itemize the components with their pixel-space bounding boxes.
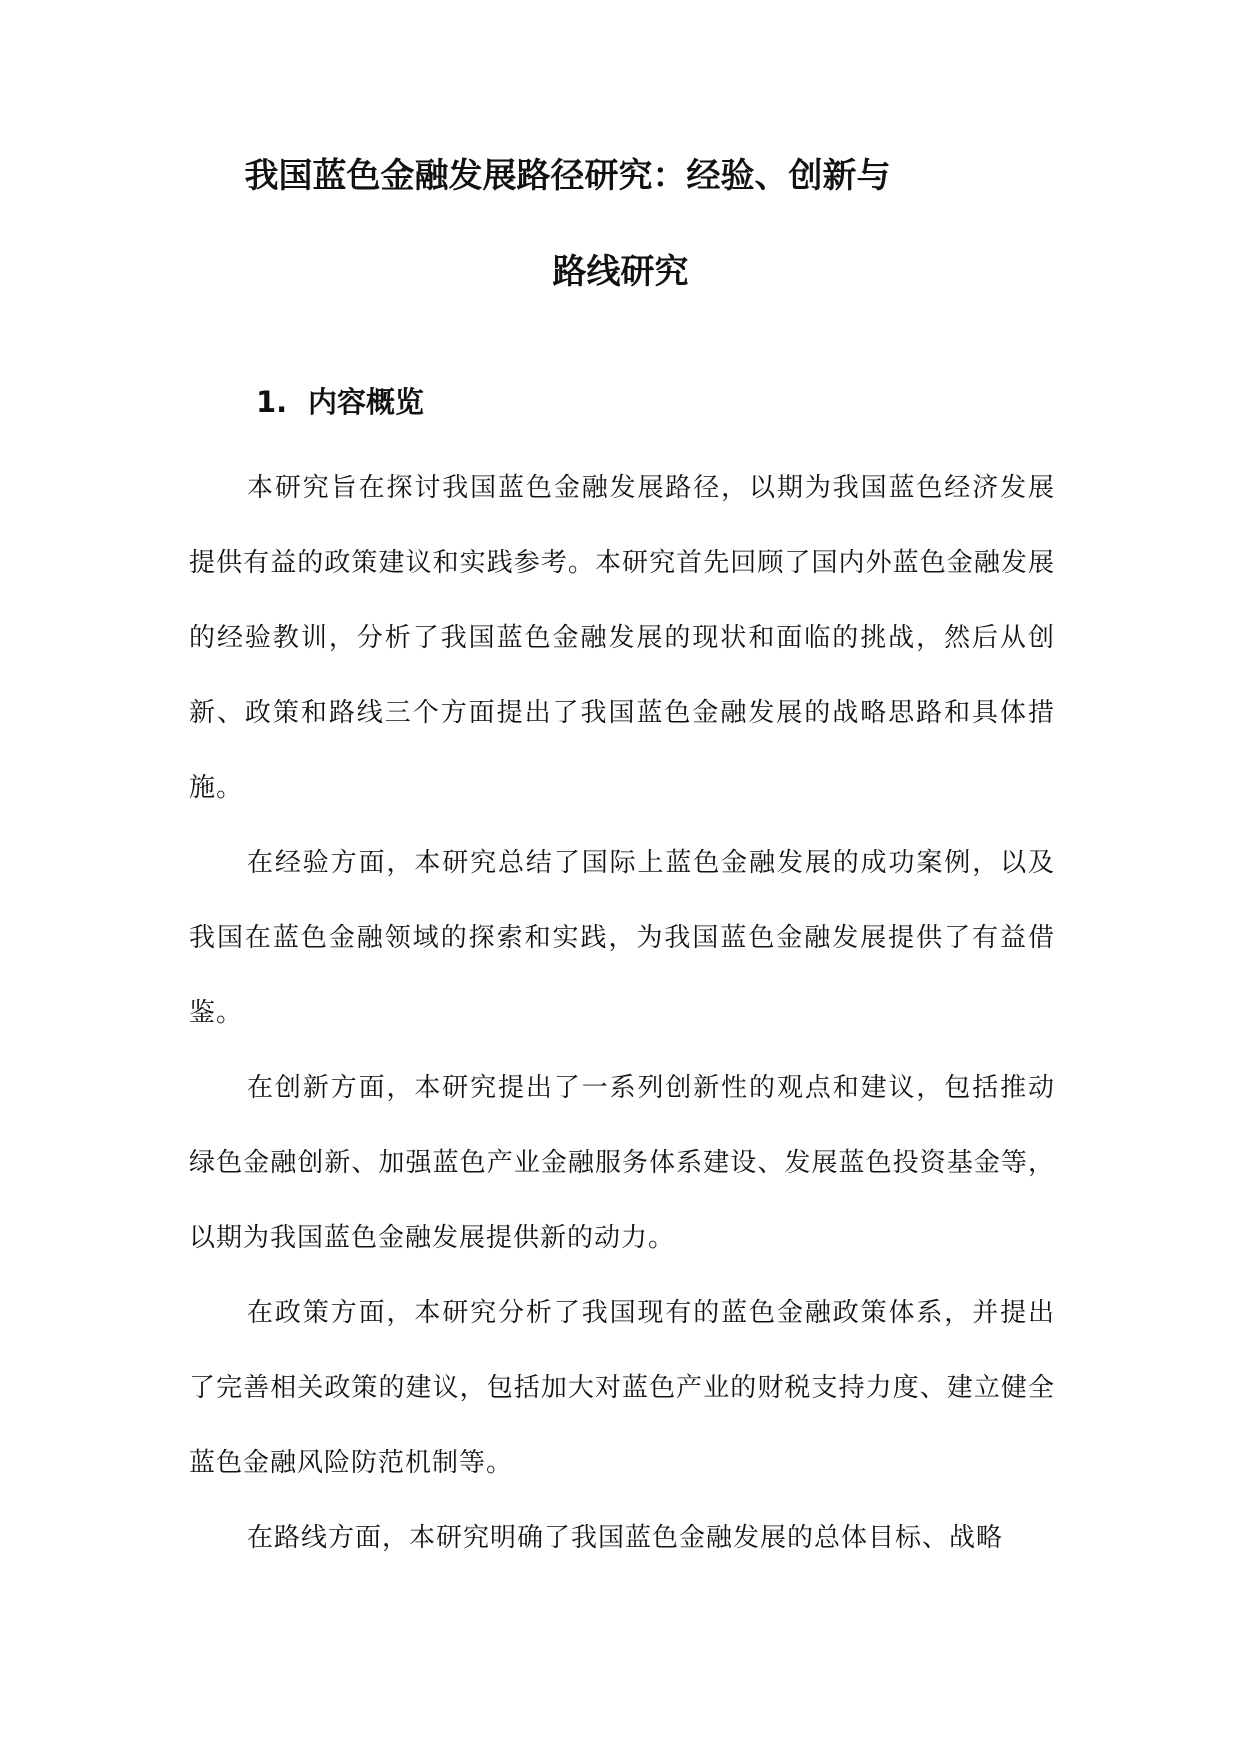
section-heading [256,384,424,420]
section-number: 1. [256,385,288,419]
paragraph-innovation: 在创新方面，本研究提出了一系列创新性的观点和建议，包括推动绿色金融创新、加强蓝色产业金融服务体系建设、发展蓝色投资基金等，以期为我国蓝色金融发展提供新的动力。 [189,1073,1055,1253]
paragraph-route: 在路线方面，本研究明确了我国蓝色金融发展的总体目标、战略 [247,1523,1004,1553]
document-title-line-1: 我国蓝色金融发展路径研究：经验、创新与 [244,156,891,196]
section-heading-text: 内容概览 [308,385,425,419]
paragraph-policy: 在政策方面，本研究分析了我国现有的蓝色金融政策体系，并提出了完善相关政策的建议，包括加大对蓝色产业的财税支持力度、建立健全蓝色金融风险防范机制等。 [189,1298,1055,1478]
paragraph-experience: 在经验方面，本研究总结了国际上蓝色金融发展的成功案例，以及我国在蓝色金融领域的探索和实践，为我国蓝色金融发展提供了有益借鉴。 [189,848,1055,1028]
document-title-line-2: 路线研究 [552,252,689,292]
paragraph-overview: 本研究旨在探讨我国蓝色金融发展路径，以期为我国蓝色经济发展提供有益的政策建议和实践参考。本研究首先回顾了国内外蓝色金融发展的经验教训，分析了我国蓝色金融发展的现状和面临的挑战，然后从创新、政策和路线三个方面提出了我国蓝色金融发展的战略思路和具体措施。 [189,473,1055,803]
